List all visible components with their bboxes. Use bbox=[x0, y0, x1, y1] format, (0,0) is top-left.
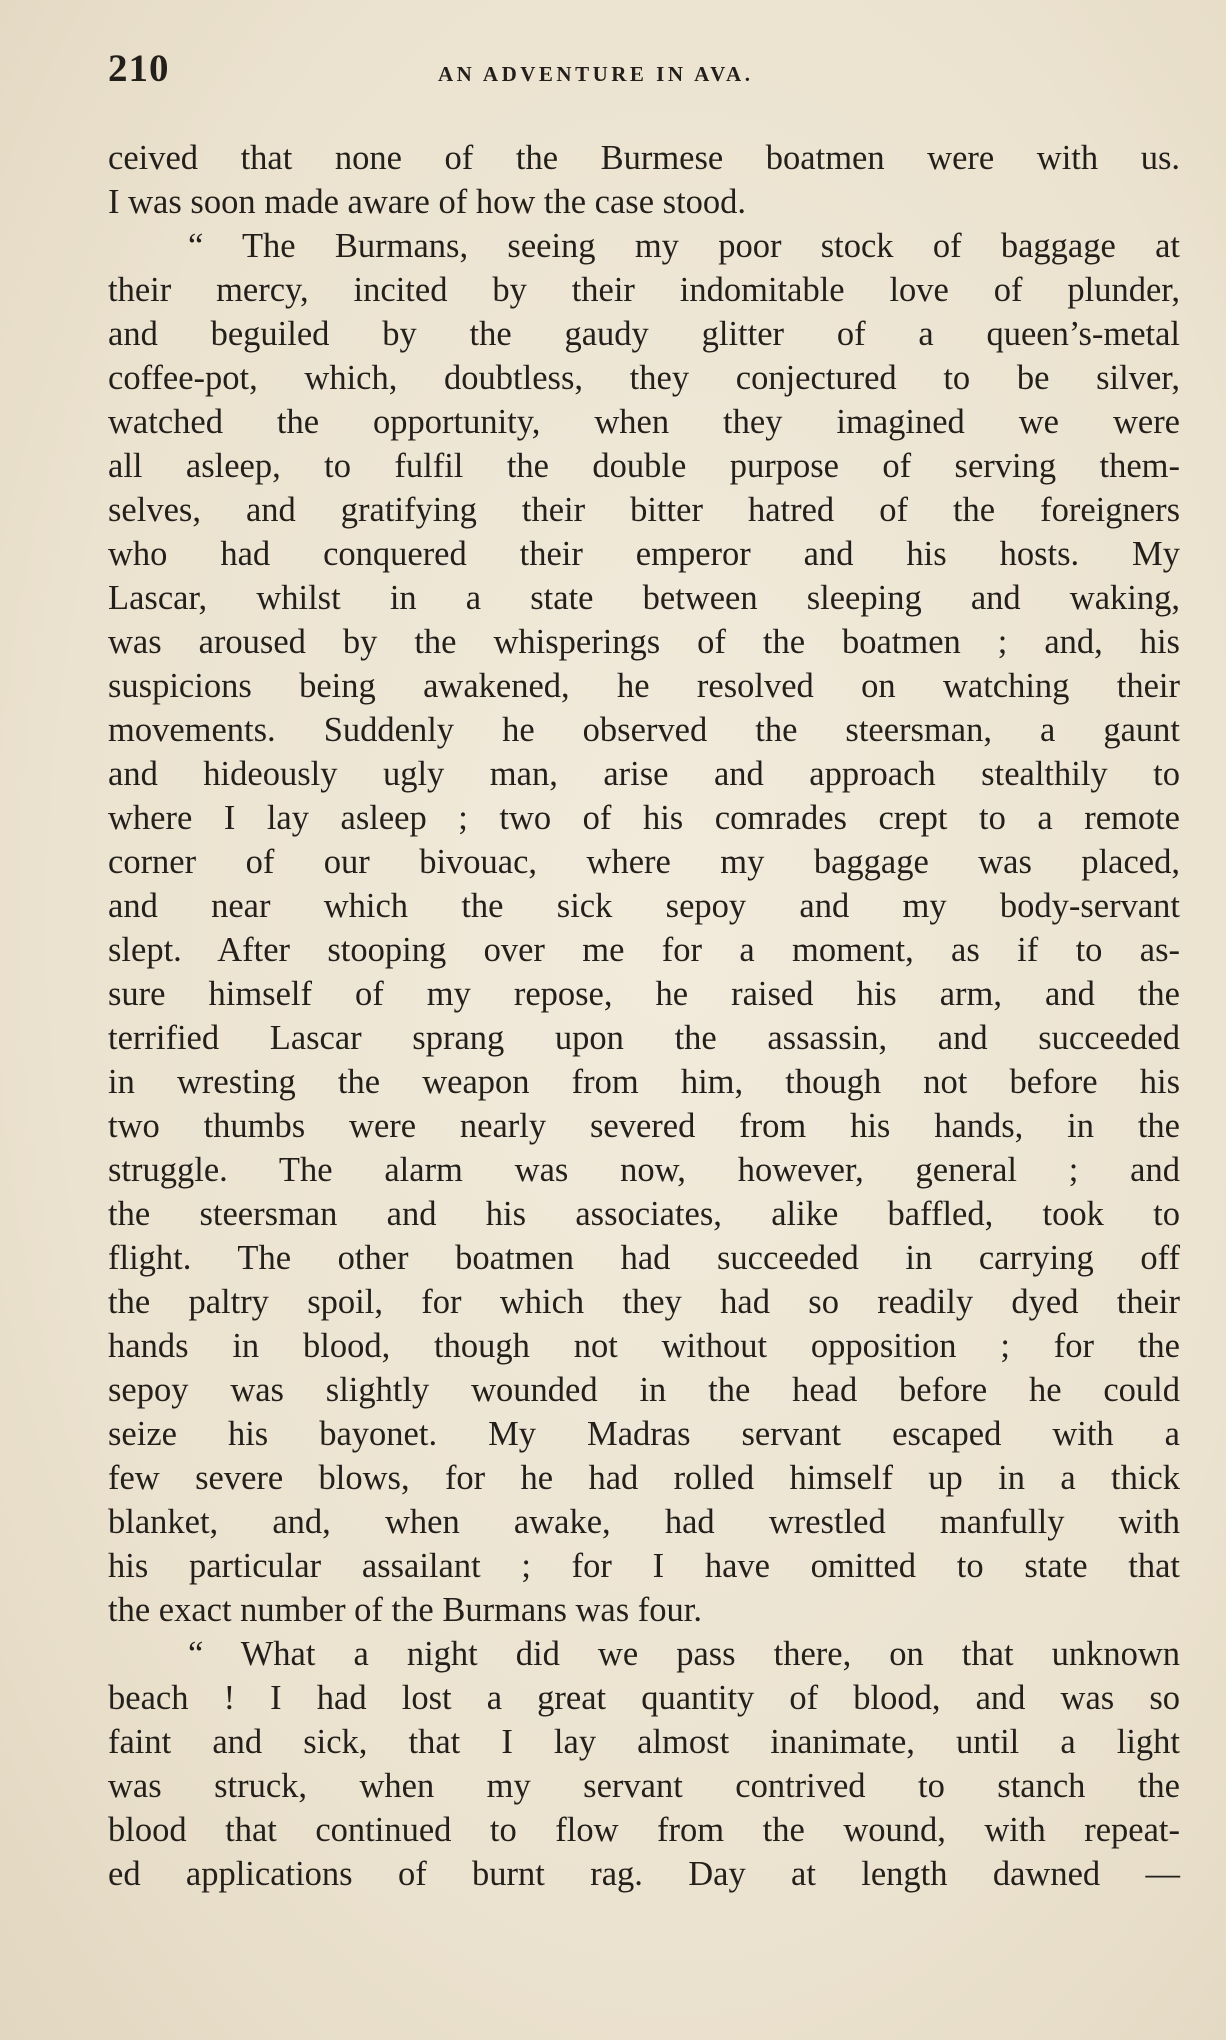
text-line: watched the opportunity, when they imagined we were bbox=[108, 403, 1180, 441]
body-text bbox=[108, 136, 1180, 1896]
paragraph-first-line: “ What a night did we pass there, on that unknown bbox=[188, 1635, 1180, 1673]
text-line: his particular assailant ; for I have omitted to state that bbox=[108, 1547, 1180, 1585]
text-line: the paltry spoil, for which they had so readily dyed their bbox=[108, 1283, 1180, 1321]
text-line: and near which the sick sepoy and my body-servant bbox=[108, 887, 1180, 925]
text-line: ed applications of burnt rag. Day at length dawned — bbox=[108, 1855, 1180, 1893]
page-header bbox=[108, 46, 1178, 96]
text-line: sure himself of my repose, he raised his arm, and the bbox=[108, 975, 1180, 1013]
text-line: their mercy, incited by their indomitable love of plunder, bbox=[108, 271, 1180, 309]
text-line: struggle. The alarm was now, however, general ; and bbox=[108, 1151, 1180, 1189]
text-line: movements. Suddenly he observed the steersman, a gaunt bbox=[108, 711, 1180, 749]
text-line: the exact number of the Burmans was four. bbox=[108, 1591, 702, 1629]
text-line: all asleep, to fulfil the double purpose of serving them- bbox=[108, 447, 1180, 485]
text-line: flight. The other boatmen had succeeded in carrying off bbox=[108, 1239, 1180, 1277]
text-line: blood that continued to flow from the wound, with repeat- bbox=[108, 1811, 1180, 1849]
text-line: selves, and gratifying their bitter hatred of the foreigners bbox=[108, 491, 1180, 529]
page-number: 210 bbox=[108, 47, 170, 90]
text-line: hands in blood, though not without opposition ; for the bbox=[108, 1327, 1180, 1365]
text-line: Lascar, whilst in a state between sleeping and waking, bbox=[108, 579, 1180, 617]
text-line: where I lay asleep ; two of his comrades crept to a remote bbox=[108, 799, 1180, 837]
text-line: and beguiled by the gaudy glitter of a queen’s-metal bbox=[108, 315, 1180, 353]
text-line: few severe blows, for he had rolled himself up in a thick bbox=[108, 1459, 1180, 1497]
text-line: two thumbs were nearly severed from his hands, in the bbox=[108, 1107, 1180, 1145]
text-line: slept. After stooping over me for a moment, as if to as- bbox=[108, 931, 1180, 969]
text-line: ceived that none of the Burmese boatmen were with us. bbox=[108, 139, 1180, 177]
text-line: corner of our bivouac, where my baggage was placed, bbox=[108, 843, 1180, 881]
paragraph-first-line: “ The Burmans, seeing my poor stock of baggage at bbox=[188, 227, 1180, 265]
text-line: seize his bayonet. My Madras servant escaped with a bbox=[108, 1415, 1180, 1453]
running-head: AN ADVENTURE IN AVA. bbox=[438, 62, 754, 86]
text-line: faint and sick, that I lay almost inanimate, until a light bbox=[108, 1723, 1180, 1761]
text-line: and hideously ugly man, arise and approach stealthily to bbox=[108, 755, 1180, 793]
text-line: was aroused by the whisperings of the boatmen ; and, his bbox=[108, 623, 1180, 661]
text-line: I was soon made aware of how the case stood. bbox=[108, 183, 747, 221]
text-line: terrified Lascar sprang upon the assassin, and succeeded bbox=[108, 1019, 1180, 1057]
text-line: coffee-pot, which, doubtless, they conjectured to be silver, bbox=[108, 359, 1180, 397]
text-line: in wresting the weapon from him, though not before his bbox=[108, 1063, 1180, 1101]
text-line: was struck, when my servant contrived to stanch the bbox=[108, 1767, 1180, 1805]
text-line: who had conquered their emperor and his hosts. My bbox=[108, 535, 1180, 573]
text-line: suspicions being awakened, he resolved on watching their bbox=[108, 667, 1180, 705]
text-line: sepoy was slightly wounded in the head before he could bbox=[108, 1371, 1180, 1409]
text-line: beach ! I had lost a great quantity of blood, and was so bbox=[108, 1679, 1180, 1717]
text-line: blanket, and, when awake, had wrestled manfully with bbox=[108, 1503, 1180, 1541]
text-line: the steersman and his associates, alike baffled, took to bbox=[108, 1195, 1180, 1233]
